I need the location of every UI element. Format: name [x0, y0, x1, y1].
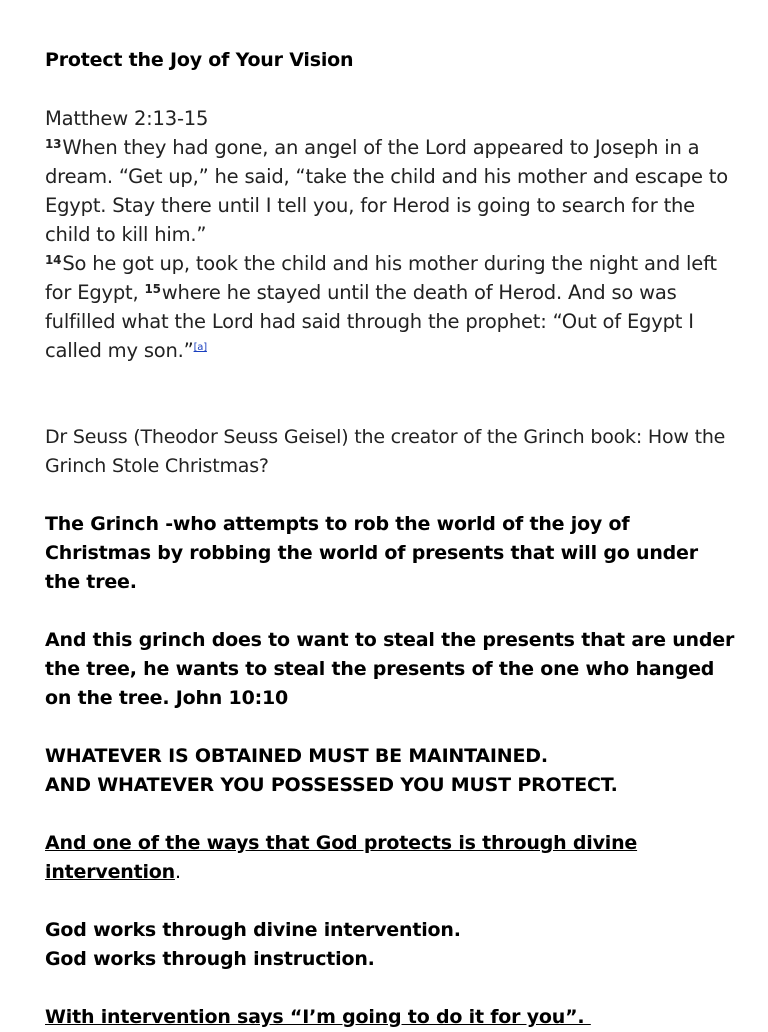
protect-paragraph — [45, 829, 735, 887]
works-line-intervention: God works through divine intervention. — [45, 919, 461, 941]
spacer — [45, 887, 735, 916]
verse-14-text: So he got up, took the child and his mother during the night and left for Egypt, — [45, 252, 717, 304]
verse-13 — [45, 133, 735, 249]
steal-paragraph: And this grinch does to want to steal the presents that are under the tree, he wants to steal the presents of the one who hanged on the tree. John 10:10 — [45, 629, 735, 709]
scripture-passage — [45, 104, 735, 365]
spacer — [45, 597, 735, 626]
caps-line-protect: AND WHATEVER YOU POSSESSED YOU MUST PROTECT. — [45, 774, 618, 796]
intro-paragraph: Dr Seuss (Theodor Seuss Geisel) the creator of the Grinch book: How the Grinch Stole Christmas? — [45, 426, 726, 477]
verse-number-14: 14 — [45, 253, 62, 267]
footnote-link[interactable]: [a] — [193, 342, 207, 353]
spacer — [45, 365, 735, 423]
protect-period: . — [174, 861, 181, 883]
spacer — [45, 800, 735, 829]
verse-13-text: When they had gone, an angel of the Lord appeared to Joseph in a dream. “Get up,” he said, “take the child and his mother and escape to Egypt. Stay there until I tell you, for Herod is going to search for the child to kill him.” — [45, 136, 728, 246]
document-title: Protect the Joy of Your Vision — [45, 49, 354, 71]
verse-number-13: 13 — [45, 137, 62, 151]
protect-statement: And one of the ways that God protects is through divine intervention — [45, 832, 638, 883]
spacer — [45, 481, 735, 510]
grinch-paragraph: The Grinch -who attempts to rob the world of the joy of Christmas by robbing the world of presents that will go under the tree. — [45, 513, 698, 593]
spacer — [45, 713, 735, 742]
spacer — [45, 974, 735, 1003]
verse-14-15 — [45, 249, 735, 365]
document-page — [45, 46, 735, 1032]
scripture-reference: Matthew 2:13-15 — [45, 107, 209, 130]
verse-15-text: where he stayed until the death of Herod. And so was fulfilled what the Lord had said through the prophet: “Out of Egypt I called my son.” — [45, 281, 694, 362]
caps-line-obtained: WHATEVER IS OBTAINED MUST BE MAINTAINED. — [45, 745, 548, 767]
verse-number-15: 15 — [144, 282, 161, 296]
works-line-instruction: God works through instruction. — [45, 948, 375, 970]
intervention-statement: With intervention says “I’m going to do it for you”. — [45, 1006, 591, 1028]
spacer — [45, 75, 735, 104]
